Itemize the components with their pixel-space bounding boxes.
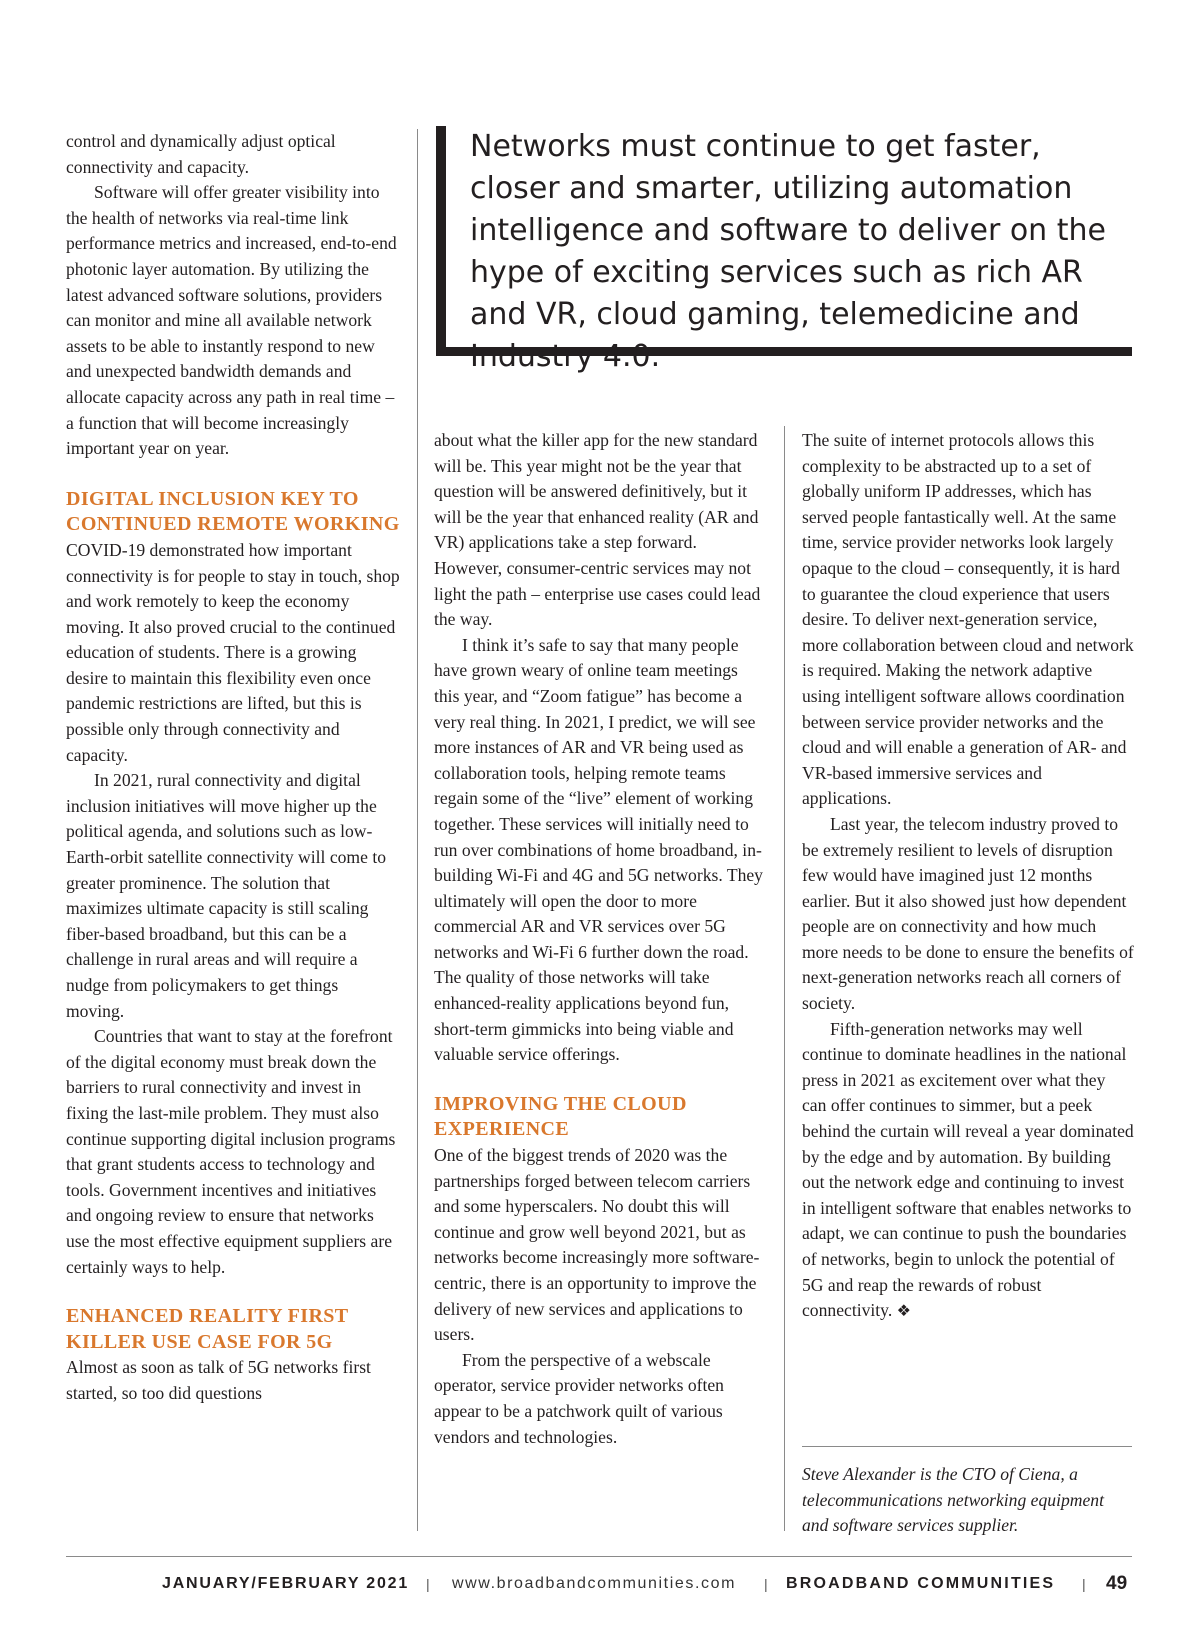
author-bio-text: Steve Alexander is the CTO of Ciena, a telecommunications networking equipment and software services supplier. bbox=[802, 1464, 1104, 1536]
pull-quote: Networks must continue to get faster, closer and smarter, utilizing automation intelligence and software to deliver on the hype of exciting services such as rich AR and VR, cloud gaming, telemedicine and Industry 4.0. bbox=[436, 126, 1132, 356]
footer-separator: | bbox=[426, 1576, 430, 1592]
column-divider bbox=[784, 426, 785, 1531]
author-bio bbox=[802, 1462, 1134, 1539]
paragraph-text: Fifth-generation networks may well continue to dominate headlines in the national press in 2021 as excitement over what they can offer continues to simmer, but a peek behind the curtain will reveal a year dominated by the edge and by automation. By building out the network edge and continuing to invest in intelligent software that enables networks to adapt, we can continue to push the boundaries of networks, begin to unlock the potential of 5G and reap the rewards of robust connectivity. bbox=[802, 1018, 1134, 1321]
footer-separator: | bbox=[1082, 1576, 1086, 1592]
section-heading-enhanced-reality: ENHANCED REALITY FIRST KILLER USE CASE FOR 5G bbox=[66, 1305, 349, 1353]
article-column-1 bbox=[66, 129, 400, 1407]
paragraph: about what the killer app for the new standard will be. This year might not be the year that question will be answered definitively, but it will be the year that enhanced reality (AR and VR) applications take a step forward. However, consumer-centric services may not light the path – enterprise use cases could lead the way. bbox=[434, 430, 761, 630]
paragraph: Last year, the telecom industry proved to be extremely resilient to levels of disruption few would have imagined just 12 months earlier. But it also showed just how dependent people are on connectivity and how much more needs to be done to ensure the benefits of next-generation networks reach all corners of society. bbox=[802, 813, 1134, 1014]
paragraph: Almost as soon as talk of 5G networks first started, so too did questions bbox=[66, 1357, 371, 1403]
page-footer bbox=[66, 1570, 1132, 1598]
website-url: www.broadbandcommunities.com bbox=[452, 1575, 737, 1592]
issue-date: JANUARY/FEBRUARY 2021 bbox=[162, 1575, 410, 1592]
publication-name: BROADBAND COMMUNITIES bbox=[786, 1575, 1056, 1592]
paragraph: Countries that want to stay at the forefront of the digital economy must break down the barriers to rural connectivity and invest in fixing the last-mile problem. They must also continue supporting digital inclusion programs that grant students access to technology and tools. Government incentives and initiatives and ongoing review to ensure that networks use the most effective equipment suppliers are certainly ways to help. bbox=[66, 1026, 396, 1277]
paragraph: One of the biggest trends of 2020 was the partnerships forged between telecom carriers and some hyperscalers. No doubt this will continue and grow well beyond 2021, but as networks become increasingly more software-centric, there is an opportunity to improve the delivery of new services and applications to users. bbox=[434, 1145, 760, 1345]
footer-divider bbox=[66, 1556, 1132, 1557]
footer-separator: | bbox=[764, 1576, 768, 1592]
page-number: 49 bbox=[1106, 1573, 1128, 1594]
bio-divider bbox=[802, 1446, 1132, 1447]
section-heading-cloud-experience: IMPROVING THE CLOUD EXPERIENCE bbox=[434, 1092, 687, 1141]
article-column-3 bbox=[802, 428, 1134, 1324]
paragraph: The suite of internet protocols allows this complexity to be abstracted up to a set of globally uniform IP addresses, which has served people fantastically well. At the same time, service provider networks look largely opaque to the cloud – consequently, it is hard to guarantee the cloud experience that users desire. To deliver next-generation service, more collaboration between cloud and network is required. Making the network adaptive using intelligent software allows coordination between service provider networks and the cloud and will enable a generation of AR- and VR-based immersive services and applications. bbox=[802, 430, 1134, 809]
paragraph: From the perspective of a webscale operator, service provider networks often appear to be a patchwork quilt of various vendors and technologies. bbox=[434, 1349, 724, 1447]
paragraph: I think it’s safe to say that many people have grown weary of online team meetings this year, and “Zoom fatigue” has become a very real thing. In 2021, I predict, we will see more instances of AR and VR being used as collaboration tools, helping remote teams regain some of the “live” element of working together. These services will initially need to run over combinations of home broadband, in-building Wi-Fi and 4G and 5G networks. They ultimately will open the door to more commercial AR and VR services over 5G networks and Wi-Fi 6 further down the road. The quality of those networks will take enhanced-reality applications beyond fun, short-term gimmicks into being viable and valuable service offerings. bbox=[434, 634, 763, 1065]
paragraph bbox=[802, 1017, 1134, 1324]
article-column-2 bbox=[434, 428, 764, 1450]
column-divider bbox=[417, 129, 418, 1531]
section-heading-digital-inclusion: DIGITAL INCLUSION KEY TO CONTINUED REMOTE WORKING bbox=[66, 487, 400, 536]
end-mark-icon: ❖ bbox=[896, 1301, 911, 1321]
paragraph: COVID-19 demonstrated how important connectivity is for people to stay in touch, shop and work remotely to keep the economy moving. It also proved crucial to the continued education of students. There is a growing desire to maintain this flexibility even once pandemic restrictions are lifted, but this is possible only through connectivity and capacity. bbox=[66, 539, 400, 765]
paragraph: Software will offer greater visibility into the health of networks via real-time link performance metrics and increased, end-to-end photonic layer automation. By utilizing the latest advanced software solutions, providers can monitor and mine all available network assets to be able to instantly respond to new and unexpected bandwidth demands and allocate capacity across any path in real time – a function that will become increasingly important year on year. bbox=[66, 182, 397, 459]
paragraph: In 2021, rural connectivity and digital inclusion initiatives will move higher up the political agenda, and solutions such as low-Earth-orbit satellite connectivity will come to greater prominence. The solution that maximizes ultimate capacity is still scaling fiber-based broadband, but this can be a challenge in rural areas and will require a nudge from policymakers to get things moving. bbox=[66, 770, 387, 1021]
paragraph: control and dynamically adjust optical connectivity and capacity. bbox=[66, 131, 336, 177]
